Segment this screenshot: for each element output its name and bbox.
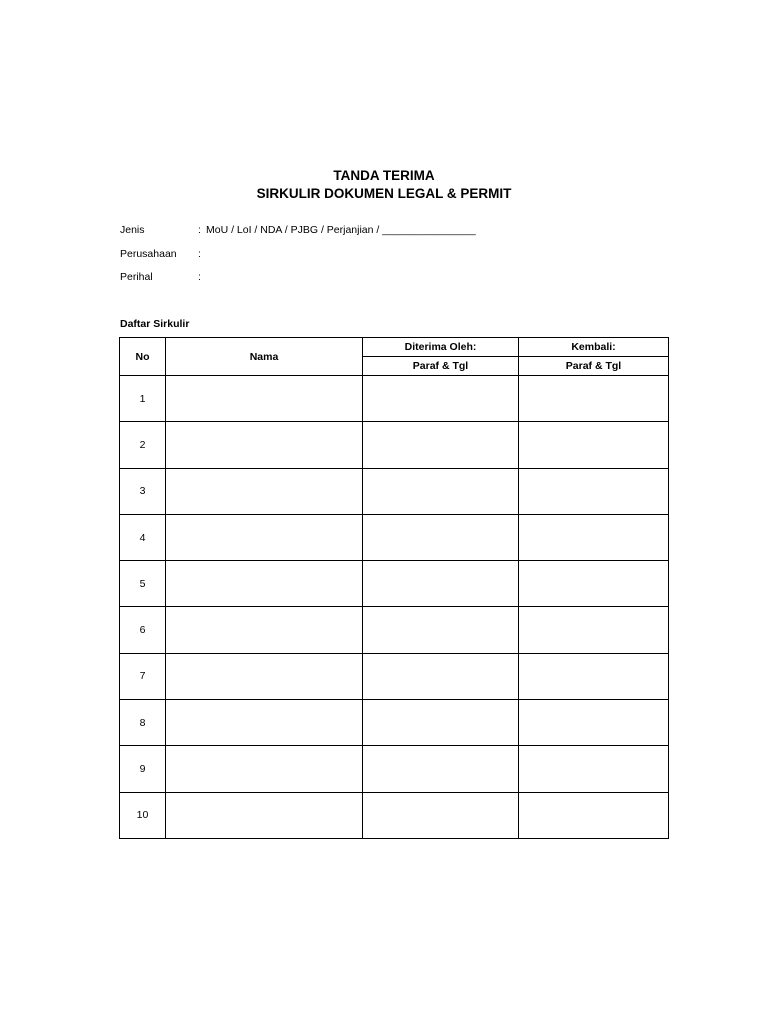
kembali-paraf-cell[interactable]: [519, 468, 669, 514]
diterima-paraf-cell[interactable]: [363, 700, 519, 746]
row-number: 1: [120, 376, 166, 422]
diterima-paraf-cell[interactable]: [363, 561, 519, 607]
kembali-paraf-cell[interactable]: [519, 653, 669, 699]
sirkulir-table: [119, 337, 669, 839]
row-number: 2: [120, 422, 166, 468]
row-number: 8: [120, 700, 166, 746]
row-number: 4: [120, 514, 166, 560]
header-diterima: Diterima Oleh:: [363, 338, 519, 357]
header-diterima-sub: Paraf & Tgl: [363, 357, 519, 376]
table-row: [120, 653, 669, 699]
nama-cell[interactable]: [166, 653, 363, 699]
row-number: 9: [120, 746, 166, 792]
diterima-paraf-cell[interactable]: [363, 514, 519, 560]
table-row: [120, 376, 669, 422]
row-number: 6: [120, 607, 166, 653]
nama-cell[interactable]: [166, 376, 363, 422]
kembali-paraf-cell[interactable]: [519, 561, 669, 607]
kembali-paraf-cell[interactable]: [519, 422, 669, 468]
kembali-paraf-cell[interactable]: [519, 746, 669, 792]
kembali-paraf-cell[interactable]: [519, 514, 669, 560]
nama-cell[interactable]: [166, 468, 363, 514]
diterima-paraf-cell[interactable]: [363, 746, 519, 792]
diterima-paraf-cell[interactable]: [363, 653, 519, 699]
diterima-paraf-cell[interactable]: [363, 607, 519, 653]
document-subtitle: SIRKULIR DOKUMEN LEGAL & PERMIT: [256, 186, 512, 201]
nama-cell[interactable]: [166, 422, 363, 468]
kembali-paraf-cell[interactable]: [519, 792, 669, 838]
field-jenis-colon: :: [198, 224, 201, 236]
section-title: Daftar Sirkulir: [120, 318, 190, 330]
table-row: [120, 700, 669, 746]
field-perihal-label: Perihal: [120, 271, 153, 283]
kembali-paraf-cell[interactable]: [519, 700, 669, 746]
row-number: 7: [120, 653, 166, 699]
diterima-paraf-cell[interactable]: [363, 468, 519, 514]
row-number: 10: [120, 792, 166, 838]
field-perusahaan-colon: :: [198, 248, 201, 260]
field-perusahaan-label: Perusahaan: [120, 248, 177, 260]
table-row: [120, 422, 669, 468]
nama-cell[interactable]: [166, 607, 363, 653]
row-number: 3: [120, 468, 166, 514]
diterima-paraf-cell[interactable]: [363, 376, 519, 422]
header-kembali: Kembali:: [519, 338, 669, 357]
table-row: [120, 561, 669, 607]
nama-cell[interactable]: [166, 514, 363, 560]
diterima-paraf-cell[interactable]: [363, 792, 519, 838]
field-perihal-colon: :: [198, 271, 201, 283]
table-row: [120, 792, 669, 838]
kembali-paraf-cell[interactable]: [519, 376, 669, 422]
header-kembali-sub: Paraf & Tgl: [519, 357, 669, 376]
nama-cell[interactable]: [166, 792, 363, 838]
nama-cell[interactable]: [166, 561, 363, 607]
row-number: 5: [120, 561, 166, 607]
table-row: [120, 514, 669, 560]
table-row: [120, 607, 669, 653]
field-jenis-label: Jenis: [120, 224, 145, 236]
nama-cell[interactable]: [166, 746, 363, 792]
field-jenis-value: MoU / LoI / NDA / PJBG / Perjanjian / ________________: [206, 224, 476, 236]
diterima-paraf-cell[interactable]: [363, 422, 519, 468]
kembali-paraf-cell[interactable]: [519, 607, 669, 653]
table-row: [120, 746, 669, 792]
document-title: TANDA TERIMA: [333, 168, 435, 183]
nama-cell[interactable]: [166, 700, 363, 746]
table-row: [120, 468, 669, 514]
header-no: No: [120, 338, 166, 376]
header-nama: Nama: [166, 338, 363, 376]
